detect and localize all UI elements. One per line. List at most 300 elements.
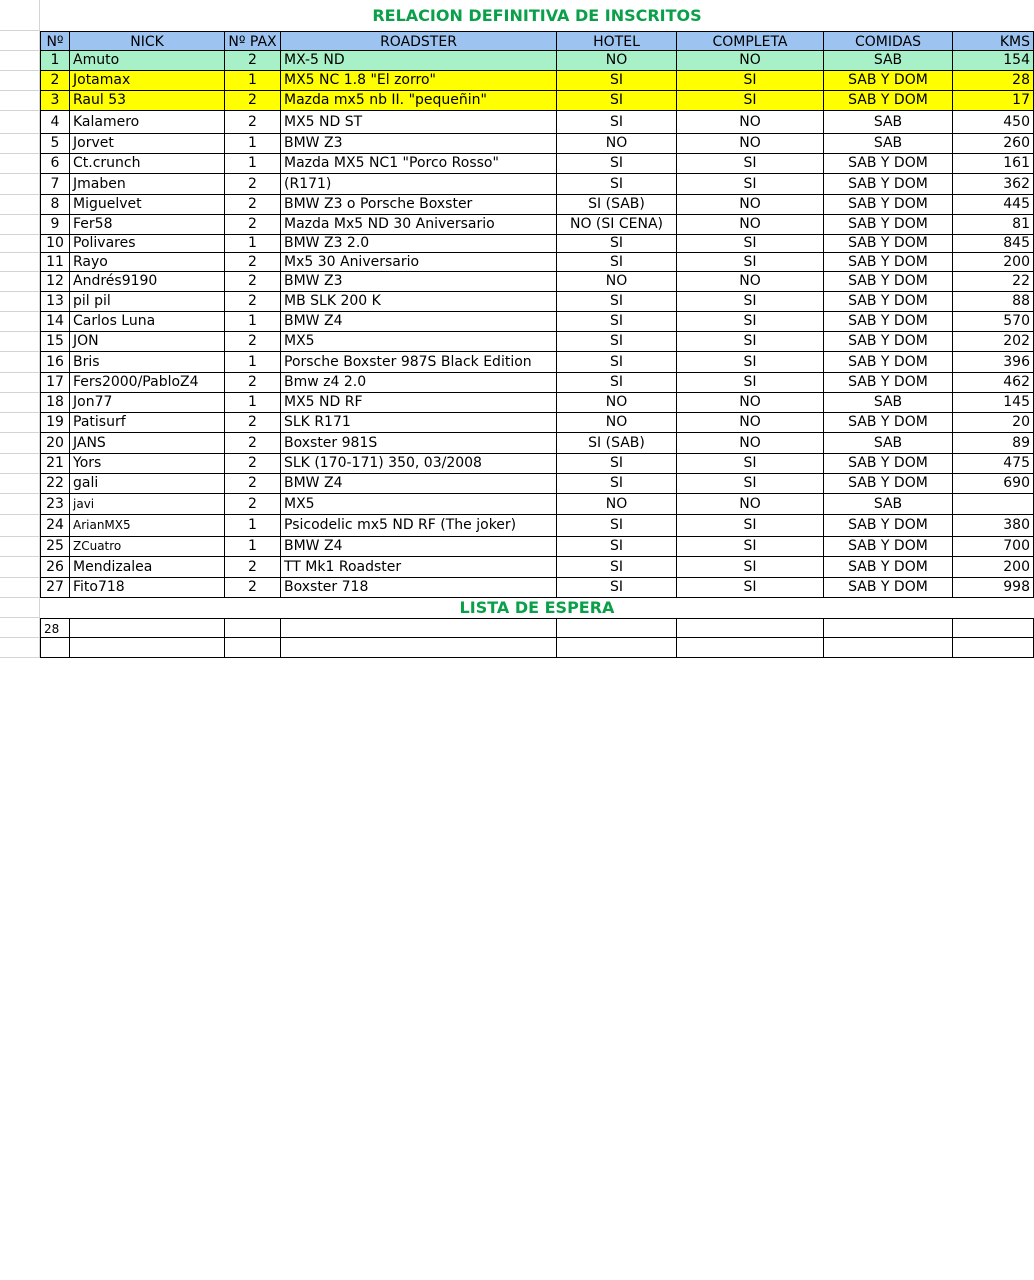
cell-pax[interactable]: 2	[224, 91, 280, 111]
row-gutter	[0, 154, 40, 174]
cell-completa[interactable]: NO	[676, 51, 823, 71]
cell-n[interactable]: 19	[40, 413, 69, 433]
cell-pax[interactable]: 1	[224, 537, 280, 557]
cell-n[interactable]: 9	[40, 215, 69, 235]
cell-comidas[interactable]: SAB Y DOM	[823, 474, 952, 494]
cell-nick[interactable]: Fer58	[69, 215, 224, 235]
row-gutter	[0, 598, 40, 618]
cell-pax[interactable]: 1	[224, 352, 280, 373]
cell-comidas[interactable]: SAB	[823, 134, 952, 154]
cell-n[interactable]: 18	[40, 393, 69, 413]
cell-roadster[interactable]: BMW Z3 o Porsche Boxster	[280, 195, 556, 215]
cell-kms[interactable]: 88	[952, 292, 1034, 312]
cell-nick[interactable]: Kalamero	[69, 111, 224, 134]
cell-comidas[interactable]: SAB Y DOM	[823, 352, 952, 373]
cell-hotel[interactable]: SI	[556, 253, 676, 272]
cell-comidas[interactable]: SAB	[823, 111, 952, 134]
cell-hotel[interactable]: SI (SAB)	[556, 433, 676, 454]
table-row	[0, 174, 1034, 195]
row-gutter	[0, 373, 40, 393]
cell-comidas[interactable]: SAB Y DOM	[823, 454, 952, 474]
cell-nick[interactable]: Fito718	[69, 578, 224, 598]
cell-roadster[interactable]: Boxster 981S	[280, 433, 556, 454]
cell-completa[interactable]: SI	[676, 71, 823, 91]
cell-nick[interactable]: Jon77	[69, 393, 224, 413]
cell-pax[interactable]: 2	[224, 332, 280, 352]
cell-nick[interactable]: gali	[69, 474, 224, 494]
row-gutter	[0, 638, 40, 658]
table-row	[0, 433, 1034, 454]
cell-hotel[interactable]: SI	[556, 537, 676, 557]
table-row	[0, 195, 1034, 215]
cell-nick[interactable]: Jorvet	[69, 134, 224, 154]
waitlist-cell-kms[interactable]	[952, 618, 1034, 638]
cell-hotel[interactable]: NO	[556, 393, 676, 413]
cell-kms[interactable]	[952, 494, 1034, 515]
table-row	[0, 474, 1034, 494]
cell-kms[interactable]: 202	[952, 332, 1034, 352]
row-gutter	[0, 292, 40, 312]
cell-kms[interactable]: 260	[952, 134, 1034, 154]
cell-n[interactable]: 20	[40, 433, 69, 454]
cell-roadster[interactable]: Mazda mx5 nb II. "pequeñin"	[280, 91, 556, 111]
row-gutter	[0, 111, 40, 134]
cell-completa[interactable]: SI	[676, 537, 823, 557]
table-row	[0, 253, 1034, 272]
cell-roadster[interactable]: BMW Z4	[280, 537, 556, 557]
cell-pax[interactable]: 2	[224, 174, 280, 195]
cell-completa[interactable]: NO	[676, 494, 823, 515]
waitlist-cell-kms[interactable]	[952, 638, 1034, 658]
cell-pax[interactable]: 1	[224, 312, 280, 332]
cell-comidas[interactable]: SAB Y DOM	[823, 71, 952, 91]
cell-nick[interactable]: JON	[69, 332, 224, 352]
cell-n[interactable]: 27	[40, 578, 69, 598]
cell-nick[interactable]: Carlos Luna	[69, 312, 224, 332]
cell-n[interactable]: 23	[40, 494, 69, 515]
cell-hotel[interactable]: SI	[556, 454, 676, 474]
cell-kms[interactable]: 700	[952, 537, 1034, 557]
waitlist-cell-n[interactable]	[40, 638, 69, 658]
waitlist-row	[0, 638, 1034, 658]
cell-roadster[interactable]: SLK R171	[280, 413, 556, 433]
table-row	[0, 215, 1034, 235]
header-hotel[interactable]: HOTEL	[556, 31, 676, 51]
cell-completa[interactable]: NO	[676, 195, 823, 215]
cell-roadster[interactable]: (R171)	[280, 174, 556, 195]
cell-roadster[interactable]: Mx5 30 Aniversario	[280, 253, 556, 272]
cell-comidas[interactable]: SAB Y DOM	[823, 332, 952, 352]
cell-roadster[interactable]: MX5	[280, 332, 556, 352]
row-gutter	[0, 312, 40, 332]
cell-completa[interactable]: SI	[676, 332, 823, 352]
cell-comidas[interactable]: SAB Y DOM	[823, 253, 952, 272]
cell-nick[interactable]: Amuto	[69, 51, 224, 71]
cell-pax[interactable]: 2	[224, 272, 280, 292]
cell-completa[interactable]: NO	[676, 413, 823, 433]
cell-pax[interactable]: 2	[224, 578, 280, 598]
cell-n[interactable]: 24	[40, 515, 69, 537]
cell-pax[interactable]: 1	[224, 235, 280, 253]
row-gutter	[0, 578, 40, 598]
row-gutter	[0, 393, 40, 413]
cell-roadster[interactable]: Porsche Boxster 987S Black Edition	[280, 352, 556, 373]
header-row	[0, 31, 1034, 51]
row-gutter	[0, 515, 40, 537]
cell-kms[interactable]: 396	[952, 352, 1034, 373]
table-row	[0, 71, 1034, 91]
cell-kms[interactable]: 89	[952, 433, 1034, 454]
table-row	[0, 51, 1034, 71]
cell-hotel[interactable]: NO	[556, 51, 676, 71]
cell-n[interactable]: 25	[40, 537, 69, 557]
cell-roadster[interactable]: MX-5 ND	[280, 51, 556, 71]
row-gutter	[0, 557, 40, 578]
cell-nick[interactable]: ArianMX5	[69, 515, 224, 537]
cell-roadster[interactable]: SLK (170-171) 350, 03/2008	[280, 454, 556, 474]
waitlist-cell-completa[interactable]	[676, 618, 823, 638]
cell-hotel[interactable]: NO	[556, 272, 676, 292]
cell-n[interactable]: 26	[40, 557, 69, 578]
cell-n[interactable]: 12	[40, 272, 69, 292]
row-gutter	[0, 332, 40, 352]
waitlist-row	[0, 618, 1034, 638]
table-row	[0, 332, 1034, 352]
row-gutter	[0, 433, 40, 454]
cell-nick[interactable]: Mendizalea	[69, 557, 224, 578]
cell-hotel[interactable]: NO (SI CENA)	[556, 215, 676, 235]
cell-kms[interactable]: 145	[952, 393, 1034, 413]
row-gutter	[0, 352, 40, 373]
table-row	[0, 537, 1034, 557]
cell-n[interactable]: 15	[40, 332, 69, 352]
cell-roadster[interactable]: BMW Z4	[280, 312, 556, 332]
cell-kms[interactable]: 998	[952, 578, 1034, 598]
cell-hotel[interactable]: SI	[556, 515, 676, 537]
cell-kms[interactable]: 200	[952, 253, 1034, 272]
row-gutter	[0, 235, 40, 253]
cell-comidas[interactable]: SAB Y DOM	[823, 235, 952, 253]
table-row	[0, 454, 1034, 474]
cell-n[interactable]: 2	[40, 71, 69, 91]
row-gutter	[0, 51, 40, 71]
cell-n[interactable]: 21	[40, 454, 69, 474]
cell-n[interactable]: 3	[40, 91, 69, 111]
cell-pax[interactable]: 1	[224, 71, 280, 91]
table-row	[0, 578, 1034, 598]
cell-completa[interactable]: SI	[676, 292, 823, 312]
row-gutter	[0, 91, 40, 111]
cell-comidas[interactable]: SAB	[823, 494, 952, 515]
cell-kms[interactable]: 154	[952, 51, 1034, 71]
cell-nick[interactable]: Ct.crunch	[69, 154, 224, 174]
cell-kms[interactable]: 161	[952, 154, 1034, 174]
cell-comidas[interactable]: SAB Y DOM	[823, 312, 952, 332]
cell-hotel[interactable]: SI	[556, 373, 676, 393]
cell-hotel[interactable]: SI	[556, 332, 676, 352]
waitlist-cell-comidas[interactable]	[823, 638, 952, 658]
cell-n[interactable]: 14	[40, 312, 69, 332]
cell-roadster[interactable]: MX5 ND ST	[280, 111, 556, 134]
cell-completa[interactable]: SI	[676, 454, 823, 474]
cell-roadster[interactable]: BMW Z3	[280, 134, 556, 154]
cell-roadster[interactable]: BMW Z3 2.0	[280, 235, 556, 253]
cell-comidas[interactable]: SAB Y DOM	[823, 154, 952, 174]
cell-completa[interactable]: SI	[676, 235, 823, 253]
cell-roadster[interactable]: BMW Z4	[280, 474, 556, 494]
table-row	[0, 557, 1034, 578]
cell-nick[interactable]: Jmaben	[69, 174, 224, 195]
cell-n[interactable]: 16	[40, 352, 69, 373]
cell-pax[interactable]: 2	[224, 454, 280, 474]
waitlist-cell-hotel[interactable]	[556, 638, 676, 658]
cell-completa[interactable]: SI	[676, 174, 823, 195]
cell-comidas[interactable]: SAB Y DOM	[823, 195, 952, 215]
cell-comidas[interactable]: SAB Y DOM	[823, 272, 952, 292]
cell-completa[interactable]: SI	[676, 557, 823, 578]
cell-hotel[interactable]: SI	[556, 154, 676, 174]
cell-hotel[interactable]: SI (SAB)	[556, 195, 676, 215]
table-row	[0, 413, 1034, 433]
row-gutter	[0, 474, 40, 494]
cell-completa[interactable]: SI	[676, 352, 823, 373]
cell-pax[interactable]: 2	[224, 494, 280, 515]
cell-pax[interactable]: 2	[224, 413, 280, 433]
cell-nick[interactable]: Polivares	[69, 235, 224, 253]
cell-hotel[interactable]: NO	[556, 413, 676, 433]
cell-completa[interactable]: SI	[676, 474, 823, 494]
cell-n[interactable]: 11	[40, 253, 69, 272]
cell-nick[interactable]: Raul 53	[69, 91, 224, 111]
cell-kms[interactable]: 380	[952, 515, 1034, 537]
cell-kms[interactable]: 22	[952, 272, 1034, 292]
cell-n[interactable]: 4	[40, 111, 69, 134]
cell-roadster[interactable]: Psicodelic mx5 ND RF (The joker)	[280, 515, 556, 537]
cell-roadster[interactable]: Bmw z4 2.0	[280, 373, 556, 393]
title-row	[0, 0, 1034, 31]
cell-pax[interactable]: 2	[224, 433, 280, 454]
cell-comidas[interactable]: SAB Y DOM	[823, 215, 952, 235]
row-gutter	[0, 537, 40, 557]
cell-roadster[interactable]: MB SLK 200 K	[280, 292, 556, 312]
cell-pax[interactable]: 2	[224, 195, 280, 215]
cell-kms[interactable]: 450	[952, 111, 1034, 134]
header-kms[interactable]: KMS	[952, 31, 1034, 51]
cell-comidas[interactable]: SAB Y DOM	[823, 537, 952, 557]
cell-completa[interactable]: NO	[676, 393, 823, 413]
cell-comidas[interactable]: SAB Y DOM	[823, 174, 952, 195]
cell-kms[interactable]: 28	[952, 71, 1034, 91]
cell-comidas[interactable]: SAB Y DOM	[823, 515, 952, 537]
table-row	[0, 235, 1034, 253]
header-comidas[interactable]: COMIDAS	[823, 31, 952, 51]
cell-pax[interactable]: 2	[224, 51, 280, 71]
waitlist-cell-roadster[interactable]	[280, 638, 556, 658]
cell-comidas[interactable]: SAB Y DOM	[823, 292, 952, 312]
cell-comidas[interactable]: SAB Y DOM	[823, 413, 952, 433]
cell-pax[interactable]: 2	[224, 373, 280, 393]
table-row	[0, 373, 1034, 393]
row-gutter	[0, 71, 40, 91]
cell-nick[interactable]: Yors	[69, 454, 224, 474]
cell-completa[interactable]: SI	[676, 154, 823, 174]
row-gutter	[0, 413, 40, 433]
waitlist-cell-roadster[interactable]	[280, 618, 556, 638]
cell-kms[interactable]: 81	[952, 215, 1034, 235]
cell-pax[interactable]: 2	[224, 215, 280, 235]
cell-comidas[interactable]: SAB	[823, 433, 952, 454]
cell-n[interactable]: 10	[40, 235, 69, 253]
cell-kms[interactable]: 690	[952, 474, 1034, 494]
cell-n[interactable]: 8	[40, 195, 69, 215]
header-pax[interactable]: Nº PAX	[224, 31, 280, 51]
table-row	[0, 134, 1034, 154]
waitlist-cell-pax[interactable]	[224, 618, 280, 638]
cell-completa[interactable]: SI	[676, 253, 823, 272]
cell-roadster[interactable]: MX5 ND RF	[280, 393, 556, 413]
cell-nick[interactable]: Patisurf	[69, 413, 224, 433]
cell-roadster[interactable]: Boxster 718	[280, 578, 556, 598]
cell-nick[interactable]: Fers2000/PabloZ4	[69, 373, 224, 393]
cell-comidas[interactable]: SAB	[823, 51, 952, 71]
cell-completa[interactable]: SI	[676, 578, 823, 598]
row-gutter	[0, 215, 40, 235]
cell-roadster[interactable]: MX5 NC 1.8 "El zorro"	[280, 71, 556, 91]
waitlist-cell-n[interactable]: 28	[40, 618, 69, 638]
cell-hotel[interactable]: SI	[556, 352, 676, 373]
header-no[interactable]: Nº	[40, 31, 69, 51]
table-row	[0, 292, 1034, 312]
cell-completa[interactable]: SI	[676, 515, 823, 537]
table-row	[0, 91, 1034, 111]
cell-completa[interactable]: NO	[676, 215, 823, 235]
cell-pax[interactable]: 2	[224, 111, 280, 134]
waitlist-cell-pax[interactable]	[224, 638, 280, 658]
waitlist-cell-nick[interactable]	[69, 638, 224, 658]
cell-pax[interactable]: 2	[224, 253, 280, 272]
cell-comidas[interactable]: SAB Y DOM	[823, 91, 952, 111]
cell-kms[interactable]: 462	[952, 373, 1034, 393]
cell-completa[interactable]: SI	[676, 312, 823, 332]
row-gutter	[0, 134, 40, 154]
table-row	[0, 154, 1034, 174]
cell-pax[interactable]: 1	[224, 154, 280, 174]
row-gutter	[0, 618, 40, 638]
row-gutter	[0, 174, 40, 195]
table-row	[0, 111, 1034, 134]
row-gutter	[0, 253, 40, 272]
cell-nick[interactable]: Andrés9190	[69, 272, 224, 292]
cell-nick[interactable]: javi	[69, 494, 224, 515]
cell-nick[interactable]: Bris	[69, 352, 224, 373]
waitlist-cell-comidas[interactable]	[823, 618, 952, 638]
cell-nick[interactable]: Rayo	[69, 253, 224, 272]
table-row	[0, 352, 1034, 373]
cell-kms[interactable]: 362	[952, 174, 1034, 195]
cell-roadster[interactable]: MX5	[280, 494, 556, 515]
cell-kms[interactable]: 845	[952, 235, 1034, 253]
row-gutter	[0, 0, 40, 31]
waitlist-cell-nick[interactable]	[69, 618, 224, 638]
cell-comidas[interactable]: SAB Y DOM	[823, 557, 952, 578]
cell-hotel[interactable]: SI	[556, 174, 676, 195]
row-gutter	[0, 31, 40, 51]
cell-hotel[interactable]: NO	[556, 494, 676, 515]
cell-roadster[interactable]: Mazda Mx5 ND 30 Aniversario	[280, 215, 556, 235]
table-row	[0, 515, 1034, 537]
cell-completa[interactable]: NO	[676, 111, 823, 134]
cell-hotel[interactable]: SI	[556, 235, 676, 253]
cell-completa[interactable]: SI	[676, 373, 823, 393]
cell-roadster[interactable]: Mazda MX5 NC1 "Porco Rosso"	[280, 154, 556, 174]
cell-completa[interactable]: SI	[676, 91, 823, 111]
cell-pax[interactable]: 1	[224, 515, 280, 537]
cell-completa[interactable]: NO	[676, 134, 823, 154]
cell-pax[interactable]: 2	[224, 292, 280, 312]
waitlist-cell-completa[interactable]	[676, 638, 823, 658]
waitlist-cell-hotel[interactable]	[556, 618, 676, 638]
cell-hotel[interactable]: SI	[556, 557, 676, 578]
row-gutter	[0, 272, 40, 292]
cell-comidas[interactable]: SAB Y DOM	[823, 373, 952, 393]
cell-roadster[interactable]: BMW Z3	[280, 272, 556, 292]
cell-nick[interactable]: JANS	[69, 433, 224, 454]
cell-n[interactable]: 17	[40, 373, 69, 393]
cell-comidas[interactable]: SAB	[823, 393, 952, 413]
table-row	[0, 312, 1034, 332]
cell-kms[interactable]: 17	[952, 91, 1034, 111]
cell-kms[interactable]: 475	[952, 454, 1034, 474]
cell-n[interactable]: 22	[40, 474, 69, 494]
cell-kms[interactable]: 20	[952, 413, 1034, 433]
cell-roadster[interactable]: TT Mk1 Roadster	[280, 557, 556, 578]
header-roadster[interactable]: ROADSTER	[280, 31, 556, 51]
cell-nick[interactable]: pil pil	[69, 292, 224, 312]
cell-completa[interactable]: NO	[676, 433, 823, 454]
cell-hotel[interactable]: SI	[556, 312, 676, 332]
cell-hotel[interactable]: SI	[556, 71, 676, 91]
cell-n[interactable]: 1	[40, 51, 69, 71]
cell-nick[interactable]: Jotamax	[69, 71, 224, 91]
table-row	[0, 393, 1034, 413]
cell-pax[interactable]: 1	[224, 393, 280, 413]
row-gutter	[0, 454, 40, 474]
cell-n[interactable]: 13	[40, 292, 69, 312]
cell-hotel[interactable]: SI	[556, 292, 676, 312]
cell-n[interactable]: 6	[40, 154, 69, 174]
cell-n[interactable]: 5	[40, 134, 69, 154]
cell-nick[interactable]: Miguelvet	[69, 195, 224, 215]
cell-hotel[interactable]: SI	[556, 474, 676, 494]
header-nick[interactable]: NICK	[69, 31, 224, 51]
cell-pax[interactable]: 2	[224, 474, 280, 494]
cell-hotel[interactable]: SI	[556, 578, 676, 598]
cell-completa[interactable]: NO	[676, 272, 823, 292]
cell-nick[interactable]: ZCuatro	[69, 537, 224, 557]
cell-comidas[interactable]: SAB Y DOM	[823, 578, 952, 598]
cell-hotel[interactable]: SI	[556, 91, 676, 111]
cell-n[interactable]: 7	[40, 174, 69, 195]
waitlist-title-row	[0, 598, 1034, 618]
header-completa[interactable]: COMPLETA	[676, 31, 823, 51]
cell-hotel[interactable]: NO	[556, 134, 676, 154]
cell-kms[interactable]: 445	[952, 195, 1034, 215]
cell-pax[interactable]: 1	[224, 134, 280, 154]
cell-pax[interactable]: 2	[224, 557, 280, 578]
cell-hotel[interactable]: SI	[556, 111, 676, 134]
cell-kms[interactable]: 200	[952, 557, 1034, 578]
cell-kms[interactable]: 570	[952, 312, 1034, 332]
